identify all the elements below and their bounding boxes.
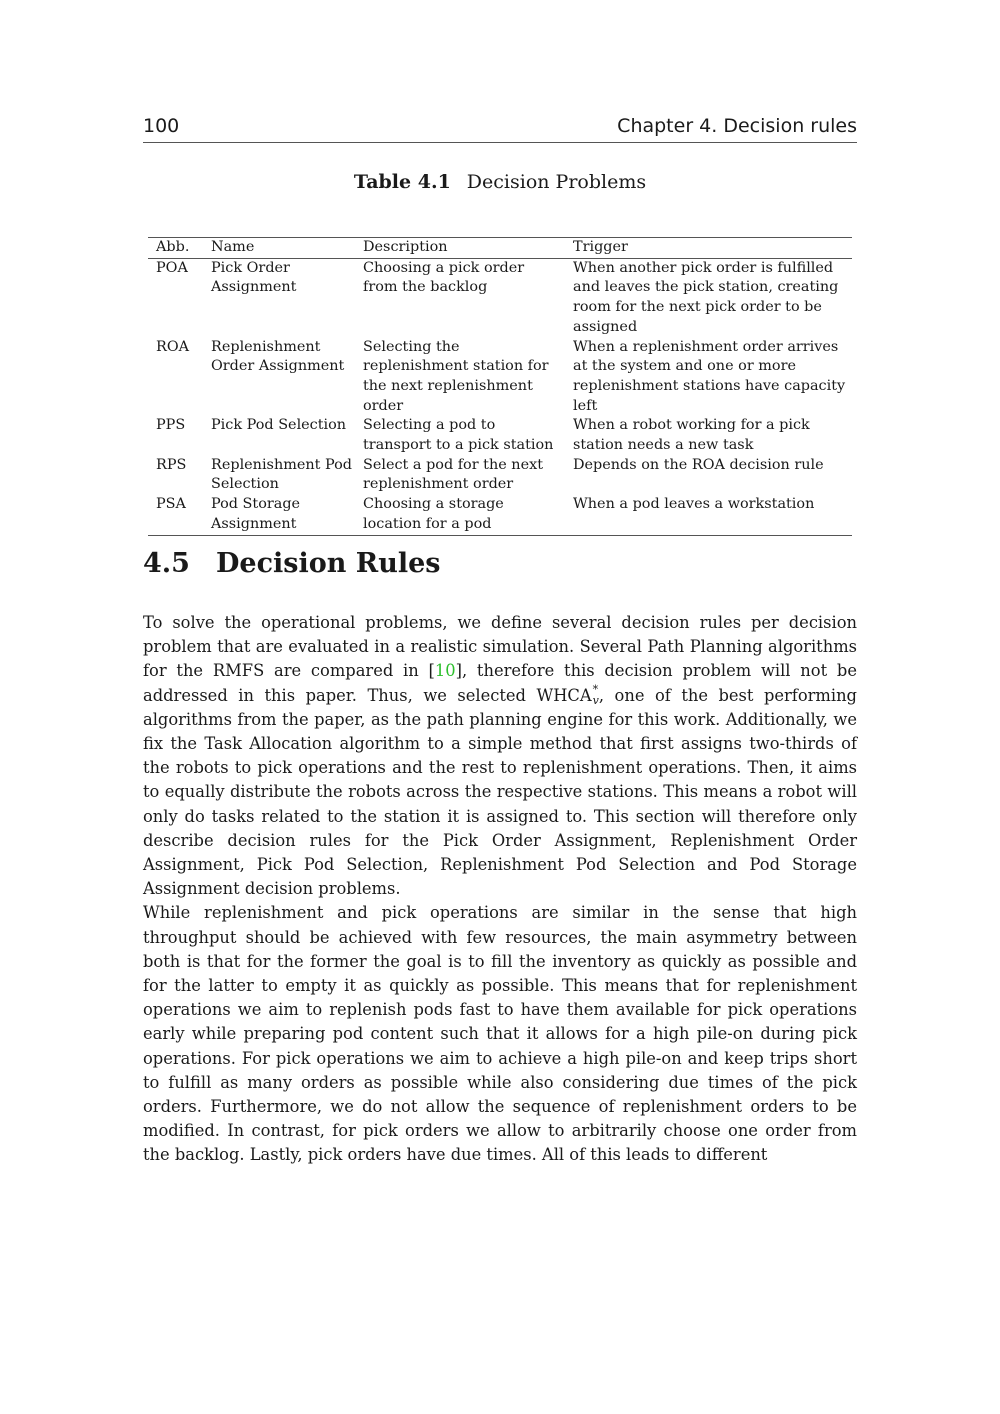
superscript: *: [592, 682, 599, 696]
running-header: [143, 112, 857, 143]
table-cell: POA: [156, 259, 188, 276]
table-cell: Select a pod for the next replenishment order: [363, 456, 543, 493]
table-cell: Replenishment Pod Selection: [211, 456, 352, 493]
text-span: , one of the best performing algorithms from the paper, as the path planning engine for this work. Additionally, we fix the Task Allocation algorithm to a simple method that first assigns two-thirds of the robots to pick operations and the rest to replenishment operations. Then, it aims to equally distribute the robots across the respective stations. This means a robot will only do tasks related to the station it is assigned to. This section will therefore only describe decision rules for the Pick Order Assignment, Replenishment Order Assignment, Pick Pod Selection, Replenishment Pod Selection and Pod Storage Assignment decision problems.: [143, 685, 857, 899]
table-cell: When a replenishment order arrives at the system and one or more replenishment stations have capacity left: [573, 338, 846, 414]
table-cell: PSA: [156, 496, 186, 513]
table-row: [148, 495, 852, 535]
table-cell: Selecting a pod to transport to a pick station: [363, 417, 554, 454]
table-cell: Pick Pod Selection: [211, 417, 347, 434]
column-header: Name: [203, 238, 355, 259]
table-cell: Choosing a pick order from the backlog: [363, 259, 525, 296]
table-cell: Depends on the ROA decision rule: [573, 456, 824, 473]
text-span: ], therefore this decision problem will not be addressed in this paper. Thus, we selected WHCA: [143, 661, 857, 705]
citation-link[interactable]: 10: [434, 661, 456, 681]
body-text: [143, 611, 857, 1168]
table-cell: Pick Order Assignment: [211, 259, 297, 296]
section-number: 4.5: [143, 548, 190, 579]
table-cell: RPS: [156, 456, 187, 473]
table-cell: ROA: [156, 338, 190, 355]
table-cell: When a pod leaves a workstation: [573, 496, 815, 513]
table-row: [148, 416, 852, 455]
paragraph: [143, 611, 857, 901]
table-row: [148, 338, 852, 417]
decision-problems-table: [148, 237, 852, 536]
text-span: To solve the operational problems, we define several decision rules per decision problem that are evaluated in a realistic simulation. Several Path Planning algorithms for the RMFS are compared in [: [143, 613, 857, 681]
table-cell: Pod Storage Assignment: [211, 496, 301, 532]
table-row: [148, 456, 852, 495]
paragraph: While replenishment and pick operations are similar in the sense that high throughput should be achieved with few resources, the main asymmetry between both is that for the former the goal is to fill the inventory as quickly as possible and for the latter to empty it as quickly as possible. This means that for replenishment operations we aim to replenish pods fast to have them available for pick operations early while preparing pod content such that it allows for a high pile-on during pick operations. For pick operations we aim to achieve a high pile-on and keep trips short to fulfill as many orders as possible while also considering due times of the pick orders. Furthermore, we do not allow the sequence of replenishment orders to be modified. In contrast, for pick orders we allow to arbitrarily choose one order from the backlog. Lastly, pick orders have due times. All of this leads to different: [143, 903, 857, 1165]
table-cell: Choosing a storage location for a pod: [363, 496, 504, 532]
column-header: Description: [355, 238, 565, 259]
table-label: Table 4.1: [353, 171, 451, 193]
section-title: Decision Rules: [215, 548, 441, 579]
column-header: Trigger: [565, 238, 852, 259]
table-title: Decision Problems: [466, 171, 647, 193]
table-cell: Replenishment Order Assignment: [211, 338, 345, 375]
chapter-title: Chapter 4. Decision rules: [617, 115, 857, 137]
table-caption: [0, 171, 1000, 193]
table-cell: When another pick order is fulfilled and leaves the pick station, creating room for the next pick order to be assigned: [573, 259, 839, 335]
table-cell: Selecting the replenishment station for the next replenishment order: [363, 338, 549, 414]
table-header-row: [148, 238, 852, 259]
table-row: [148, 258, 852, 337]
section-heading: [143, 548, 440, 579]
table-cell: When a robot working for a pick station needs a new task: [573, 417, 810, 454]
subscript: v: [592, 693, 599, 707]
table-cell: PPS: [156, 417, 186, 434]
page-number: 100: [143, 115, 180, 137]
column-header: Abb.: [148, 238, 203, 259]
